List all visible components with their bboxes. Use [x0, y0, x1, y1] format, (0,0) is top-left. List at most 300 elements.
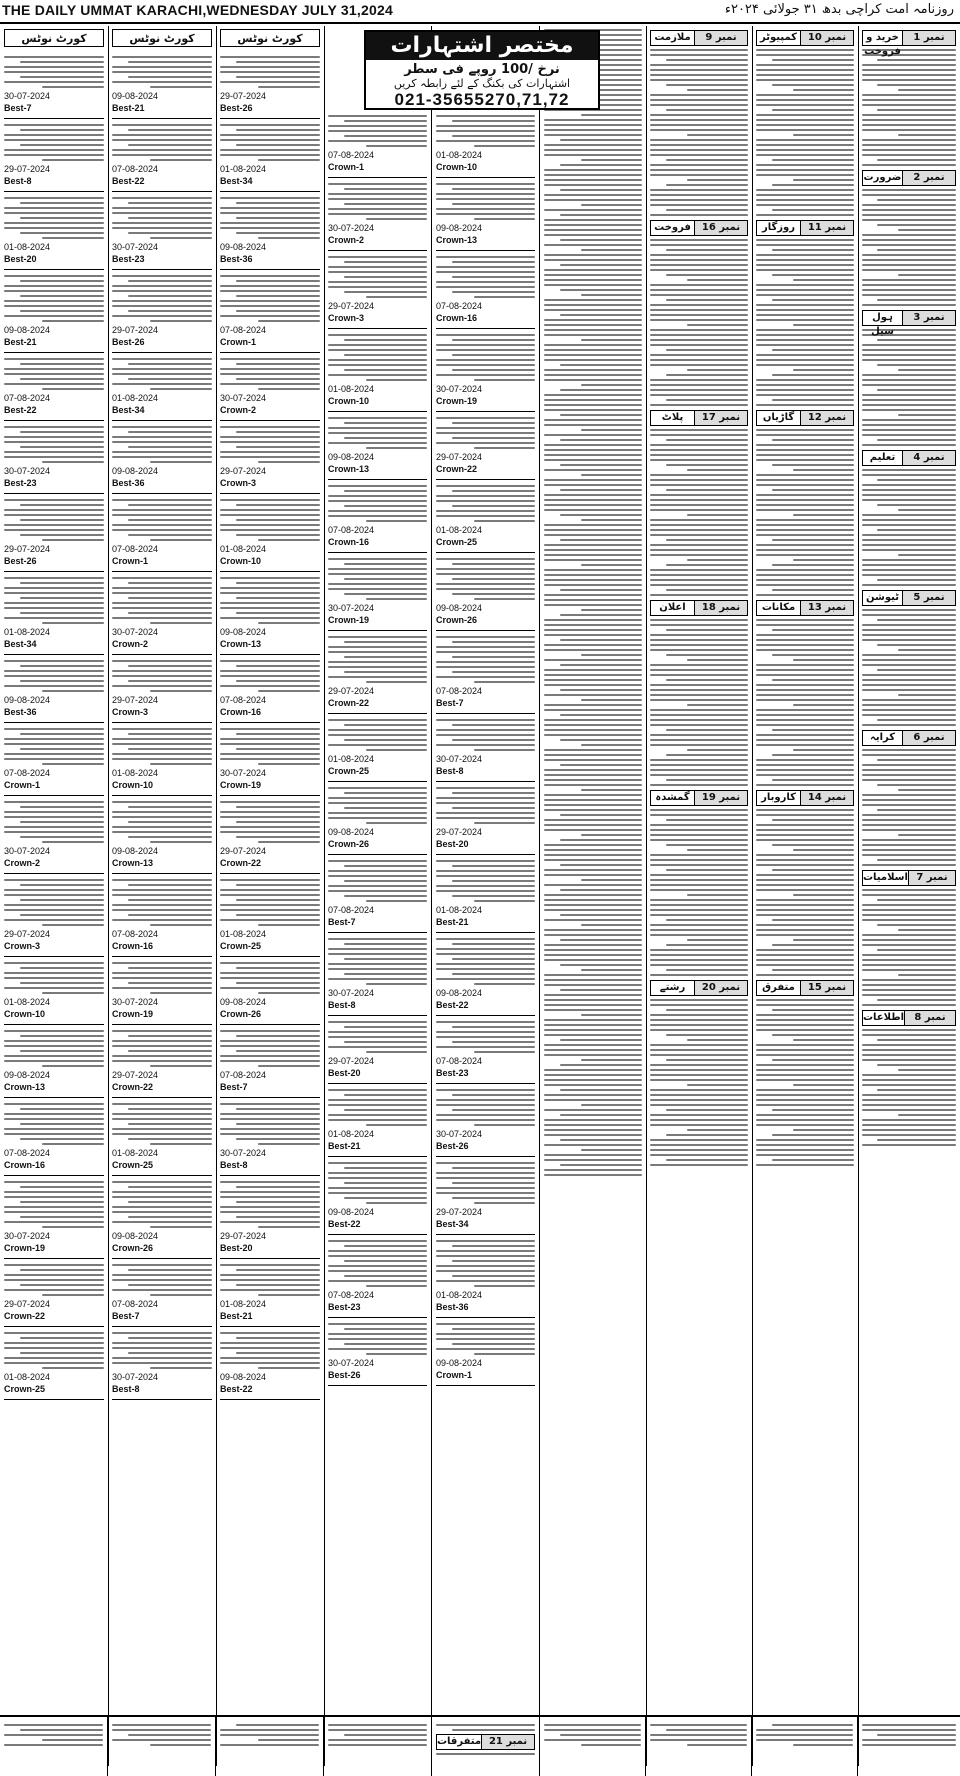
- court-notice: [4, 1259, 104, 1327]
- court-notice: [220, 421, 320, 494]
- court-notice: [328, 714, 427, 782]
- notice-tag: Crown-10: [4, 1009, 46, 1019]
- notice-tag: Crown-22: [328, 698, 370, 708]
- notice-date: 29-07-2024: [328, 1056, 375, 1066]
- ad-box-title: مختصر اشتہارات: [366, 32, 598, 60]
- court-notice-header: کورٹ نوٹس: [4, 29, 104, 47]
- notice-tag: Best-8: [220, 1160, 248, 1170]
- notice-date: 07-08-2024: [112, 544, 159, 554]
- section-header: نمبر 7 اسلامیات: [862, 870, 956, 886]
- classified-text: [862, 749, 956, 866]
- notice-date: 29-07-2024: [220, 846, 267, 856]
- notice-date: 09-08-2024: [4, 695, 51, 705]
- section-header: نمبر 13 مکانات: [756, 600, 854, 616]
- notice-date: 29-07-2024: [436, 1207, 483, 1217]
- notice-date: 09-08-2024: [4, 325, 51, 335]
- notice-tag: Crown-16: [112, 941, 154, 951]
- notice-date: 09-08-2024: [328, 452, 375, 462]
- notice-date: 01-08-2024: [4, 242, 51, 252]
- court-notice: [436, 412, 535, 480]
- classified-list: [752, 30, 858, 1166]
- notice-date: 07-08-2024: [112, 164, 159, 174]
- court-notice: [328, 782, 427, 855]
- notice-date: 09-08-2024: [4, 1070, 51, 1080]
- classified-text: [862, 609, 956, 726]
- court-notice: [112, 1098, 212, 1176]
- court-notices-column-4: [324, 26, 432, 1766]
- court-notice: [328, 329, 427, 412]
- court-notice: [436, 855, 535, 933]
- court-notice: [112, 353, 212, 421]
- notice-tag: Best-22: [112, 176, 145, 186]
- classified-text: [756, 619, 854, 786]
- notice-date: 09-08-2024: [220, 627, 267, 637]
- court-notice: [436, 1016, 535, 1084]
- court-notices-column-3: [216, 26, 325, 1766]
- notice-tag: Best-22: [220, 1384, 253, 1394]
- classified-text: [756, 999, 854, 1166]
- bottom-notice: [432, 1717, 540, 1776]
- notice-date: 09-08-2024: [112, 1231, 159, 1241]
- classified-text: [862, 189, 956, 306]
- section-header: نمبر 18 اعلان: [650, 600, 748, 616]
- court-notice: [112, 723, 212, 796]
- court-notice: [112, 494, 212, 572]
- notice-date: 07-08-2024: [328, 525, 375, 535]
- court-notice-header: کورٹ نوٹس: [112, 29, 212, 47]
- notice-tag: Best-22: [328, 1219, 361, 1229]
- notice-date: 01-08-2024: [112, 393, 159, 403]
- notice-tag: Best-23: [112, 254, 145, 264]
- ad-box-rate: نرخ /100 روپے فی سطر: [404, 62, 560, 77]
- notice-date: 07-08-2024: [436, 1056, 483, 1066]
- section-header: نمبر 16 فروخت: [650, 220, 748, 236]
- notice-date: 09-08-2024: [436, 223, 483, 233]
- notice-tag: Crown-19: [220, 780, 262, 790]
- notice-tag: Best-8: [436, 766, 464, 776]
- court-notice: [436, 1235, 535, 1318]
- court-notice: [328, 1084, 427, 1157]
- notice-tag: Crown-3: [220, 478, 256, 488]
- notice-date: 01-08-2024: [436, 905, 483, 915]
- court-notice: [112, 655, 212, 723]
- notice-tag: Best-22: [4, 405, 37, 415]
- section-header: نمبر 2 ضرورت: [862, 170, 956, 186]
- notice-tag: Best-21: [112, 103, 145, 113]
- notice-date: 09-08-2024: [328, 1207, 375, 1217]
- court-notice: [112, 1259, 212, 1327]
- classified-text: [862, 469, 956, 586]
- notice-date: 30-07-2024: [436, 384, 483, 394]
- bottom-classified: [858, 1717, 960, 1776]
- classified-list: [646, 30, 752, 1166]
- court-notice: [220, 796, 320, 874]
- section-header: نمبر 3 ہول سیل: [862, 310, 956, 326]
- notice-date: 09-08-2024: [436, 1358, 483, 1368]
- section-header: نمبر 1 خرید و فروخت: [862, 30, 956, 46]
- notice-tag: Best-26: [220, 103, 253, 113]
- court-notice: [112, 796, 212, 874]
- notice-tag: Crown-16: [436, 313, 478, 323]
- court-notice: [220, 723, 320, 796]
- notice-tag: Crown-26: [436, 615, 478, 625]
- notice-tag: Crown-19: [436, 396, 478, 406]
- court-notice: [328, 631, 427, 714]
- notice-date: 29-07-2024: [4, 544, 51, 554]
- section-header: نمبر 12 گاڑیاں: [756, 410, 854, 426]
- section-header: نمبر 17 پلاٹ: [650, 410, 748, 426]
- court-notice: [112, 51, 212, 119]
- court-notice: [112, 874, 212, 957]
- notice-tag: Best-36: [112, 478, 145, 488]
- notice-tag: Crown-16: [220, 707, 262, 717]
- court-notice: [112, 957, 212, 1025]
- notice-tag: Crown-13: [220, 639, 262, 649]
- notice-tag: Best-21: [328, 1141, 361, 1151]
- notice-tag: Crown-22: [4, 1311, 46, 1321]
- notice-tag: Crown-10: [436, 162, 478, 172]
- classified-column-4: [858, 26, 960, 1766]
- notice-tag: Crown-3: [328, 313, 364, 323]
- notice-date: 01-08-2024: [328, 754, 375, 764]
- court-notice: [4, 494, 104, 572]
- notice-tag: Best-36: [4, 707, 37, 717]
- notice-date: 01-08-2024: [220, 544, 267, 554]
- bottom-notice: [0, 1717, 108, 1776]
- notice-tag: Best-21: [436, 917, 469, 927]
- notice-tag: Crown-25: [4, 1384, 46, 1394]
- court-notice: [4, 1025, 104, 1098]
- notice-tag: Best-20: [220, 1243, 253, 1253]
- notice-date: 09-08-2024: [112, 91, 159, 101]
- notice-tag: Crown-10: [112, 780, 154, 790]
- notice-date: 30-07-2024: [328, 1358, 375, 1368]
- court-notice: [220, 494, 320, 572]
- notice-tag: Best-36: [436, 1302, 469, 1312]
- court-notice: [4, 874, 104, 957]
- notice-list: [216, 51, 324, 1400]
- notice-tag: Best-26: [112, 337, 145, 347]
- notice-date: 29-07-2024: [328, 686, 375, 696]
- court-notice: [220, 572, 320, 655]
- court-notice: [436, 933, 535, 1016]
- notice-tag: Crown-2: [112, 639, 148, 649]
- notice-date: 30-07-2024: [436, 1129, 483, 1139]
- bottom-classified: [646, 1717, 752, 1776]
- notice-date: 07-08-2024: [220, 325, 267, 335]
- notice-date: 09-08-2024: [220, 997, 267, 1007]
- notice-date: 29-07-2024: [328, 301, 375, 311]
- notice-date: 01-08-2024: [4, 997, 51, 1007]
- notice-date: 29-07-2024: [4, 1299, 51, 1309]
- ad-box-booking-text: اشتہارات کی بکنگ کے لئے رابطہ کریں: [393, 77, 571, 90]
- section-header: نمبر 10 کمپیوٹر: [756, 30, 854, 46]
- classified-text: [650, 239, 748, 406]
- notice-date: 01-08-2024: [220, 1299, 267, 1309]
- court-notice: [328, 480, 427, 553]
- notice-date: 30-07-2024: [4, 466, 51, 476]
- notice-date: 30-07-2024: [328, 603, 375, 613]
- court-notice-header: کورٹ نوٹس: [220, 29, 320, 47]
- notice-tag: Best-23: [328, 1302, 361, 1312]
- notice-tag: Crown-13: [436, 235, 478, 245]
- notice-date: 01-08-2024: [328, 1129, 375, 1139]
- section-header: نمبر 9 ملازمت: [650, 30, 748, 46]
- notice-tag: Crown-1: [4, 780, 40, 790]
- court-notice: [112, 1025, 212, 1098]
- notice-date: 30-07-2024: [112, 1372, 159, 1382]
- section-header: نمبر 5 ٹیوشن: [862, 590, 956, 606]
- notice-tag: Crown-25: [220, 941, 262, 951]
- classified-column-2: [646, 26, 753, 1766]
- court-notice: [436, 714, 535, 782]
- notice-date: 30-07-2024: [112, 242, 159, 252]
- court-notice: [436, 1084, 535, 1157]
- court-notice: [436, 1318, 535, 1386]
- notice-tag: Best-34: [436, 1219, 469, 1229]
- notice-tag: Crown-19: [328, 615, 370, 625]
- notice-tag: Best-20: [4, 254, 37, 264]
- court-notice: [112, 421, 212, 494]
- court-notice: [4, 353, 104, 421]
- court-notice: [328, 412, 427, 480]
- court-notice: [436, 1157, 535, 1235]
- bottom-classified: [540, 1717, 646, 1776]
- notice-tag: Crown-1: [112, 556, 148, 566]
- court-notice: [112, 192, 212, 270]
- notice-list: [0, 51, 108, 1400]
- court-notice: [4, 1098, 104, 1176]
- notice-tag: Best-20: [436, 839, 469, 849]
- notice-tag: Crown-2: [4, 858, 40, 868]
- notice-date: 01-08-2024: [436, 150, 483, 160]
- notice-date: 09-08-2024: [112, 846, 159, 856]
- court-notice: [220, 655, 320, 723]
- classified-text: [650, 49, 748, 216]
- classified-text: [756, 239, 854, 406]
- court-notice: [112, 1176, 212, 1259]
- court-notice: [328, 1318, 427, 1386]
- classified-text: [544, 29, 642, 1176]
- notice-date: 01-08-2024: [220, 929, 267, 939]
- court-notice: [112, 1327, 212, 1400]
- notice-tag: Best-26: [4, 556, 37, 566]
- notice-tag: Best-21: [220, 1311, 253, 1321]
- notice-date: 29-07-2024: [4, 929, 51, 939]
- section-header: نمبر 15 متفرق: [756, 980, 854, 996]
- notice-date: 01-08-2024: [112, 768, 159, 778]
- court-notice: [220, 192, 320, 270]
- section-header: نمبر 4 تعلیم: [862, 450, 956, 466]
- notice-tag: Crown-22: [220, 858, 262, 868]
- notice-tag: Crown-3: [112, 707, 148, 717]
- notice-date: 29-07-2024: [112, 695, 159, 705]
- court-notice: [328, 178, 427, 251]
- notice-list: [432, 110, 539, 1386]
- classified-ads-box: [364, 30, 600, 110]
- court-notice: [220, 353, 320, 421]
- notice-date: 09-08-2024: [328, 827, 375, 837]
- notice-date: 09-08-2024: [112, 466, 159, 476]
- section-header: نمبر 6 کرایہ: [862, 730, 956, 746]
- notice-date: 29-07-2024: [436, 827, 483, 837]
- notice-tag: Crown-22: [112, 1082, 154, 1092]
- notice-tag: Crown-13: [4, 1082, 46, 1092]
- notice-date: 01-08-2024: [112, 1148, 159, 1158]
- court-notice: [112, 119, 212, 192]
- court-notices-column-5: [432, 26, 540, 1766]
- court-notice: [220, 1025, 320, 1098]
- notice-date: 29-07-2024: [4, 164, 51, 174]
- notice-tag: Best-20: [328, 1068, 361, 1078]
- notice-date: 29-07-2024: [220, 91, 267, 101]
- classified-text: [862, 49, 956, 166]
- notice-tag: Best-7: [4, 103, 32, 113]
- notice-date: 01-08-2024: [328, 384, 375, 394]
- notice-tag: Crown-1: [436, 1370, 472, 1380]
- classified-list: [540, 29, 646, 1176]
- court-notice: [328, 1157, 427, 1235]
- notice-date: 07-08-2024: [328, 150, 375, 160]
- court-notice: [4, 1176, 104, 1259]
- notice-tag: Crown-16: [328, 537, 370, 547]
- notice-tag: Crown-3: [4, 941, 40, 951]
- court-notice: [220, 270, 320, 353]
- notice-tag: Best-8: [328, 1000, 356, 1010]
- section-header: نمبر 14 کاروبار: [756, 790, 854, 806]
- notice-tag: Best-7: [436, 698, 464, 708]
- court-notice: [4, 51, 104, 119]
- notice-date: 07-08-2024: [328, 1290, 375, 1300]
- court-notice: [4, 957, 104, 1025]
- bottom-strip: [0, 1715, 960, 1776]
- court-notices-column-2: [108, 26, 217, 1766]
- notice-tag: Crown-2: [220, 405, 256, 415]
- notice-tag: Best-34: [112, 405, 145, 415]
- section-header: نمبر 19 گمشدہ: [650, 790, 748, 806]
- notice-date: 07-08-2024: [4, 393, 51, 403]
- notice-tag: Best-23: [4, 478, 37, 488]
- notice-date: 07-08-2024: [220, 1070, 267, 1080]
- notice-date: 07-08-2024: [4, 768, 51, 778]
- notice-date: 01-08-2024: [4, 1372, 51, 1382]
- classified-text: [862, 329, 956, 446]
- classified-text: [756, 809, 854, 976]
- notice-tag: Crown-2: [328, 235, 364, 245]
- notice-date: 30-07-2024: [328, 223, 375, 233]
- notice-date: 29-07-2024: [112, 325, 159, 335]
- notice-tag: Best-21: [4, 337, 37, 347]
- notice-list: [108, 51, 216, 1400]
- notice-tag: Crown-13: [328, 464, 370, 474]
- court-notice: [436, 782, 535, 855]
- notice-date: 09-08-2024: [436, 988, 483, 998]
- notice-tag: Best-7: [112, 1311, 140, 1321]
- classified-text: [650, 999, 748, 1166]
- notice-date: 30-07-2024: [220, 393, 267, 403]
- court-notice: [220, 119, 320, 192]
- notice-date: 30-07-2024: [4, 1231, 51, 1241]
- court-notice: [220, 51, 320, 119]
- notice-date: 30-07-2024: [112, 997, 159, 1007]
- notice-date: 30-07-2024: [112, 627, 159, 637]
- notice-date: 30-07-2024: [4, 91, 51, 101]
- notice-date: 30-07-2024: [220, 1148, 267, 1158]
- notice-date: 29-07-2024: [220, 466, 267, 476]
- notice-tag: Best-23: [436, 1068, 469, 1078]
- notice-date: 07-08-2024: [328, 905, 375, 915]
- notice-tag: Best-36: [220, 254, 253, 264]
- court-notice: [328, 251, 427, 329]
- court-notice: [436, 110, 535, 178]
- notice-date: 29-07-2024: [220, 1231, 267, 1241]
- notice-date: 30-07-2024: [220, 768, 267, 778]
- ad-box-phone: 021-35655270,71,72: [394, 90, 570, 109]
- notice-tag: Crown-13: [112, 858, 154, 868]
- classified-text: [650, 619, 748, 786]
- notice-tag: Crown-19: [112, 1009, 154, 1019]
- court-notices-column-1: [0, 26, 109, 1766]
- court-notice: [436, 251, 535, 329]
- notice-list: [324, 110, 431, 1386]
- notice-tag: Crown-1: [328, 162, 364, 172]
- classified-text: [650, 429, 748, 596]
- court-notice: [4, 796, 104, 874]
- masthead: [0, 0, 960, 24]
- notice-date: 07-08-2024: [112, 1299, 159, 1309]
- notice-date: 30-07-2024: [328, 988, 375, 998]
- notice-date: 30-07-2024: [4, 846, 51, 856]
- notice-date: 01-08-2024: [436, 525, 483, 535]
- notice-tag: Best-22: [436, 1000, 469, 1010]
- bottom-classified: [752, 1717, 858, 1776]
- classified-list: [858, 30, 960, 1146]
- notice-date: 09-08-2024: [220, 1372, 267, 1382]
- notice-tag: Best-34: [220, 176, 253, 186]
- court-notice: [4, 1327, 104, 1400]
- notice-date: 07-08-2024: [220, 695, 267, 705]
- notice-date: 30-07-2024: [436, 754, 483, 764]
- notice-date: 01-08-2024: [436, 1290, 483, 1300]
- classified-text: [862, 1029, 956, 1146]
- court-notice: [112, 572, 212, 655]
- notice-tag: Crown-25: [436, 537, 478, 547]
- court-notice: [436, 553, 535, 631]
- notice-tag: Best-7: [220, 1082, 248, 1092]
- notice-tag: Crown-25: [112, 1160, 154, 1170]
- court-notice: [4, 655, 104, 723]
- notice-tag: Crown-1: [220, 337, 256, 347]
- classified-column-1: [540, 26, 647, 1766]
- masthead-urdu-title: روزنامہ امت کراچی بدھ ۳۱ جولائی ۲۰۲۴ء: [724, 2, 954, 17]
- court-notice: [4, 723, 104, 796]
- notice-date: 29-07-2024: [436, 452, 483, 462]
- court-notice: [436, 631, 535, 714]
- notice-tag: Best-26: [436, 1141, 469, 1151]
- court-notice: [328, 553, 427, 631]
- notice-tag: Crown-10: [220, 556, 262, 566]
- notice-date: 09-08-2024: [436, 603, 483, 613]
- notice-tag: Crown-25: [328, 766, 370, 776]
- notice-date: 07-08-2024: [436, 301, 483, 311]
- notice-tag: Crown-26: [328, 839, 370, 849]
- notice-date: 07-08-2024: [4, 1148, 51, 1158]
- notice-tag: Crown-22: [436, 464, 478, 474]
- court-notice: [436, 329, 535, 412]
- court-notice: [4, 421, 104, 494]
- notice-date: 09-08-2024: [220, 242, 267, 252]
- bottom-notice: [324, 1717, 432, 1776]
